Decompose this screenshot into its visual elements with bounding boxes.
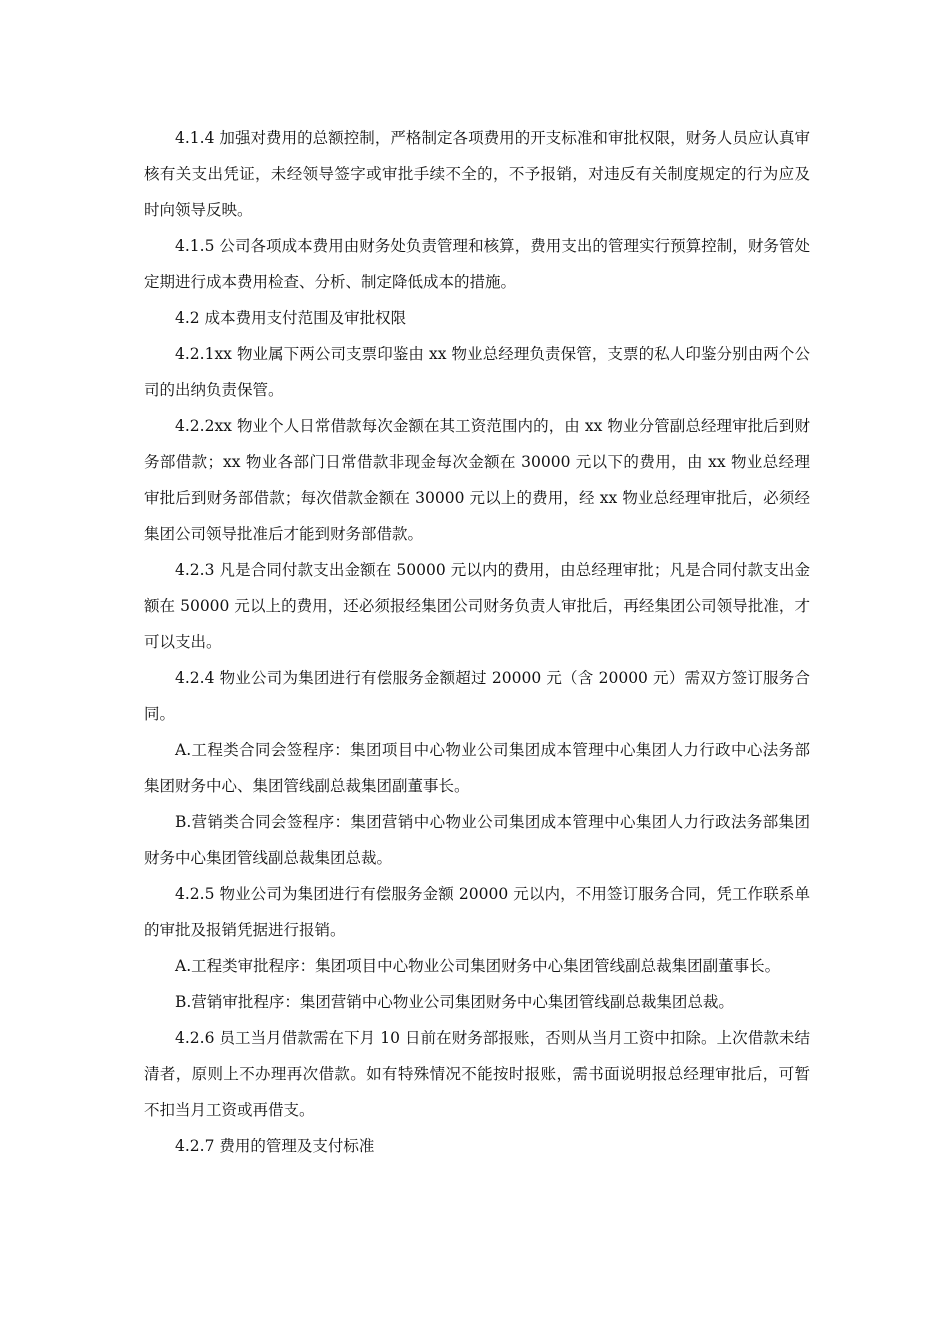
- paragraph-4-2-7: 4.2.7 费用的管理及支付标准: [175, 1137, 375, 1155]
- paragraph-4-2-5-a: A.工程类审批程序：集团项目中心物业公司集团财务中心集团管线副总裁集团副董事长。: [175, 957, 781, 975]
- paragraph-4-2-4-a: A.工程类合同会签程序：集团项目中心物业公司集团成本管理中心集团人力行政中心法务部集团财务中心、集团管线副总裁集团副董事长。: [144, 741, 810, 795]
- paragraph-4-2-4-b: B.营销类合同会签程序：集团营销中心物业公司集团成本管理中心集团人力行政法务部集团财务中心集团管线副总裁集团总裁。: [144, 813, 810, 867]
- paragraph-4-2-1: 4.2.1xx 物业属下两公司支票印鉴由 xx 物业总经理负责保管，支票的私人印鉴分别由两个公司的出纳负责保管。: [144, 345, 810, 399]
- paragraph-4-2-2: 4.2.2xx 物业个人日常借款每次金额在其工资范围内的，由 xx 物业分管副总经理审批后到财务部借款；xx 物业各部门日常借款非现金每次金额在 30000 元以下的费用，由 xx 物业总经理审批后到财务部借款；每次借款金额在 30000 元以上的费用，经 xx 物业总经理审批后，必须经集团公司领导批准后才能到财务部借款。: [144, 417, 810, 543]
- paragraph-4-2-4: 4.2.4 物业公司为集团进行有偿服务金额超过 20000 元（含 20000 元）需双方签订服务合同。: [144, 669, 810, 723]
- paragraph-4-2-5: 4.2.5 物业公司为集团进行有偿服务金额 20000 元以内，不用签订服务合同，凭工作联系单的审批及报销凭据进行报销。: [144, 885, 810, 939]
- document-body: [144, 120, 810, 1164]
- paragraph-4-2-6: 4.2.6 员工当月借款需在下月 10 日前在财务部报账，否则从当月工资中扣除。上次借款未结清者，原则上不办理再次借款。如有特殊情况不能按时报账，需书面说明报总经理审批后，可暂不扣当月工资或再借支。: [144, 1029, 810, 1119]
- section-heading-4-2: 4.2 成本费用支付范围及审批权限: [175, 309, 407, 327]
- paragraph-4-1-5: 4.1.5 公司各项成本费用由财务处负责管理和核算，费用支出的管理实行预算控制，财务管处定期进行成本费用检查、分析、制定降低成本的措施。: [144, 237, 810, 291]
- paragraph-4-1-4: 4.1.4 加强对费用的总额控制，严格制定各项费用的开支标准和审批权限，财务人员应认真审核有关支出凭证，未经领导签字或审批手续不全的，不予报销，对违反有关制度规定的行为应及时向领导反映。: [144, 129, 810, 219]
- paragraph-4-2-5-b: B.营销审批程序：集团营销中心物业公司集团财务中心集团管线副总裁集团总裁。: [175, 993, 734, 1011]
- paragraph-4-2-3: 4.2.3 凡是合同付款支出金额在 50000 元以内的费用，由总经理审批；凡是合同付款支出金额在 50000 元以上的费用，还必须报经集团公司财务负责人审批后，再经集团公司领导批准，才可以支出。: [144, 561, 810, 651]
